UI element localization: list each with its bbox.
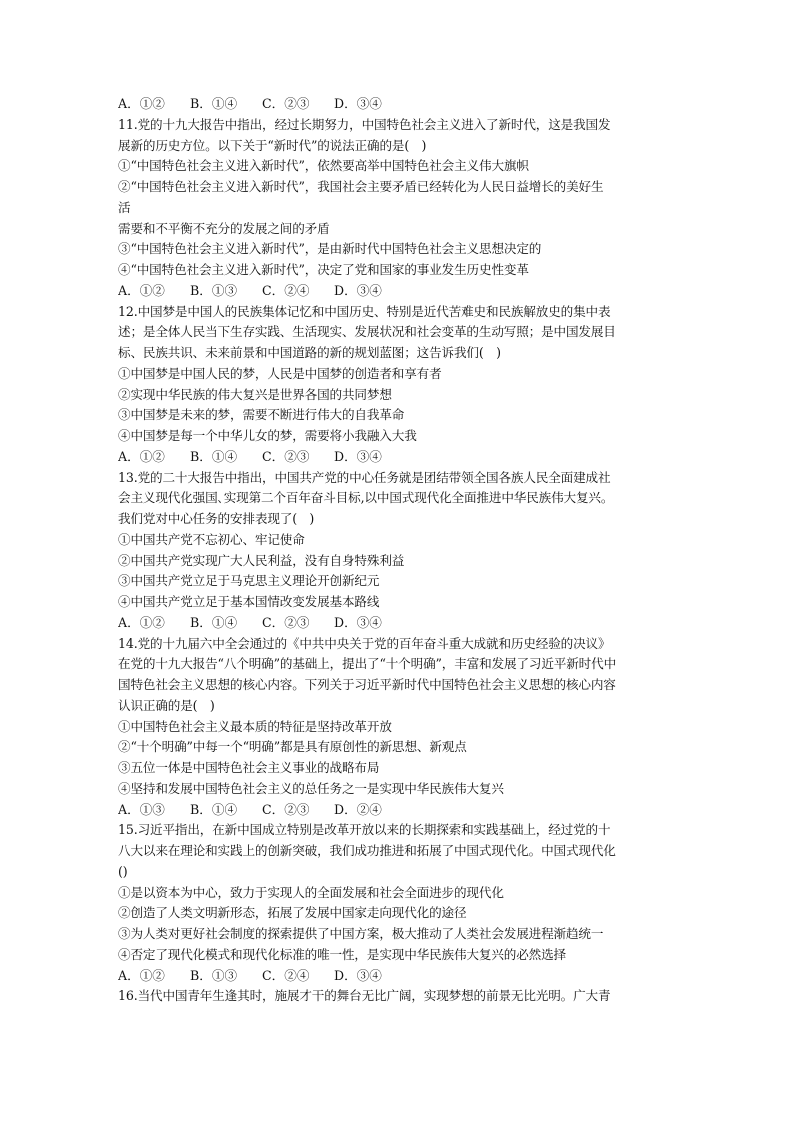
document-page bbox=[118, 94, 684, 1007]
question-text: 会主义现代化强国､实现第二个百年奋斗目标,以中国式现代化全面推进中华民族伟大复兴。 bbox=[118, 490, 614, 506]
question-text: 15.习近平指出，在新中国成立特别是改革开放以来的长期探索和实践基础上，经过党的十 bbox=[118, 822, 611, 838]
statement-1: ①中国特色社会主义最本质的特征是坚持改革开放 bbox=[118, 718, 392, 734]
option-b: B．①④ bbox=[190, 96, 238, 111]
statement-3: ③为人类对更好社会制度的探索提供了中国方案，极大推动了人类社会发展进程渐趋统一 bbox=[118, 926, 604, 941]
option-a: A．①② bbox=[118, 967, 165, 983]
statement-3: ③“中国特色社会主义进入新时代”，是由新时代中国特色社会主义思想决定的 bbox=[118, 241, 542, 257]
option-c: C．②④ bbox=[262, 967, 310, 983]
question-14 bbox=[118, 634, 684, 821]
question-text: () bbox=[118, 863, 128, 879]
option-c: C．②④ bbox=[262, 282, 310, 298]
question-text: 展新的历史方位。以下关于“新时代”的说法正确的是( ) bbox=[118, 137, 427, 153]
question-text: 12.中国梦是中国人的民族集体记忆和中国历史、特别是近代苦难史和民族解放史的集中表 bbox=[118, 303, 611, 319]
option-d: D．③④ bbox=[334, 282, 382, 298]
answer-options bbox=[118, 613, 684, 634]
option-b: B．①③ bbox=[190, 282, 238, 298]
option-d: D．③④ bbox=[334, 614, 382, 630]
statement-2-cont: 需要和不平衡不充分的发展之间的矛盾 bbox=[118, 220, 330, 236]
option-c: C．②③ bbox=[262, 448, 310, 464]
statement-1: ①中国梦是中国人民的梦，人民是中国梦的创造者和享有者 bbox=[118, 365, 442, 381]
q10-answer-options bbox=[118, 94, 684, 115]
option-a: A．①② bbox=[118, 614, 165, 630]
question-16 bbox=[118, 986, 684, 1007]
option-d: D．②④ bbox=[334, 801, 382, 817]
statement-4: ④坚持和发展中国特色社会主义的总任务之一是实现中华民族伟大复兴 bbox=[118, 780, 504, 796]
question-text: 认识正确的是( ) bbox=[118, 697, 215, 713]
option-a: A．①② bbox=[118, 448, 165, 464]
statement-2-cont: 活 bbox=[118, 199, 131, 215]
question-text: 国特色社会主义思想的核心内容。下列关于习近平新时代中国特色社会主义思想的核心内容 bbox=[118, 677, 616, 692]
question-text: 16.当代中国青年生逢其时，施展才干的舞台无比广阔，实现梦想的前景无比光明。广大青 bbox=[118, 988, 611, 1004]
option-a: A．①② bbox=[118, 282, 165, 298]
statement-2: ②实现中华民族的伟大复兴是世界各国的共同梦想 bbox=[118, 386, 392, 402]
option-a: A．①② bbox=[118, 96, 165, 111]
question-text: 述；是全体人民当下生存实践、生活现实、发展状况和社会变革的生动写照；是中国发展目 bbox=[118, 324, 616, 340]
option-b: B．①④ bbox=[190, 614, 238, 630]
answer-options bbox=[118, 800, 684, 821]
option-b: B．①③ bbox=[190, 967, 238, 983]
statement-2: ②创造了人类文明新形态，拓展了发展中国家走向现代化的途径 bbox=[118, 905, 467, 921]
question-15 bbox=[118, 820, 684, 986]
question-13 bbox=[118, 468, 684, 634]
answer-options bbox=[118, 281, 684, 302]
question-text: 在党的十九大报告“八个明确”的基础上，提出了“十个明确”，丰富和发展了习近平新时代中 bbox=[118, 656, 617, 672]
statement-2: ②“中国特色社会主义进入新时代”，我国社会主要矛盾已经转化为人民日益增长的美好生 bbox=[118, 179, 604, 194]
statement-4: ④“中国特色社会主义进入新时代”，决定了党和国家的事业发生历史性变革 bbox=[118, 262, 529, 277]
question-text: 14.党的十九届六中全会通过的《中共中央关于党的百年奋斗重大成就和历史经验的决议》 bbox=[118, 635, 611, 651]
statement-3: ③中国共产党立足于马克思主义理论开创新纪元 bbox=[118, 573, 380, 589]
statement-4: ④中国梦是每一个中华儿女的梦，需要将小我融入大我 bbox=[118, 428, 417, 443]
statement-4: ④中国共产党立足于基本国情改变发展基本路线 bbox=[118, 594, 380, 609]
question-text: 八大以来在理论和实践上的创新突破，我们成功推进和拓展了中国式现代化。中国式现代化 bbox=[118, 843, 616, 858]
question-11 bbox=[118, 115, 684, 302]
statement-2: ②“十个明确”中每一个“明确”都是具有原创性的新思想、新观点 bbox=[118, 739, 467, 755]
answer-options bbox=[118, 966, 684, 987]
option-d: D．③④ bbox=[334, 96, 382, 111]
option-b: B．①④ bbox=[190, 448, 238, 464]
option-d: D．③④ bbox=[334, 967, 382, 983]
statement-3: ③中国梦是未来的梦，需要不断进行伟大的自我革命 bbox=[118, 407, 405, 423]
option-c: C．②③ bbox=[262, 96, 310, 111]
statement-2: ②中国共产党实现广大人民利益，没有自身特殊利益 bbox=[118, 552, 405, 568]
statement-4: ④否定了现代化模式和现代化标准的唯一性，是实现中华民族伟大复兴的必然选择 bbox=[118, 946, 566, 962]
option-c: C．②③ bbox=[262, 801, 310, 817]
question-text: 11.党的十九大报告中指出，经过长期努力，中国特色社会主义进入了新时代，这是我国发 bbox=[118, 116, 611, 132]
question-text: 13.党的二十大报告中指出，中国共产党的中心任务就是团结带领全国各族人民全面建成社 bbox=[118, 469, 611, 485]
statement-1: ①“中国特色社会主义进入新时代”，依然要高举中国特色社会主义伟大旗帜 bbox=[118, 158, 529, 174]
question-12 bbox=[118, 302, 684, 468]
option-b: B．①④ bbox=[190, 801, 238, 817]
question-text: 我们党对中心任务的安排表现了( ) bbox=[118, 511, 315, 526]
question-text: 标、民族共识、未来前景和中国道路的新的规划蓝图；这告诉我们( ) bbox=[118, 345, 501, 360]
answer-options bbox=[118, 94, 684, 115]
option-d: D．③④ bbox=[334, 448, 382, 464]
statement-1: ①中国共产党不忘初心、牢记使命 bbox=[118, 531, 305, 547]
option-c: C．②③ bbox=[262, 614, 310, 630]
option-a: A．①③ bbox=[118, 801, 165, 817]
answer-options bbox=[118, 447, 684, 468]
statement-3: ③五位一体是中国特色社会主义事业的战略布局 bbox=[118, 760, 380, 775]
statement-1: ①是以资本为中心，致力于实现人的全面发展和社会全面进步的现代化 bbox=[118, 884, 504, 900]
